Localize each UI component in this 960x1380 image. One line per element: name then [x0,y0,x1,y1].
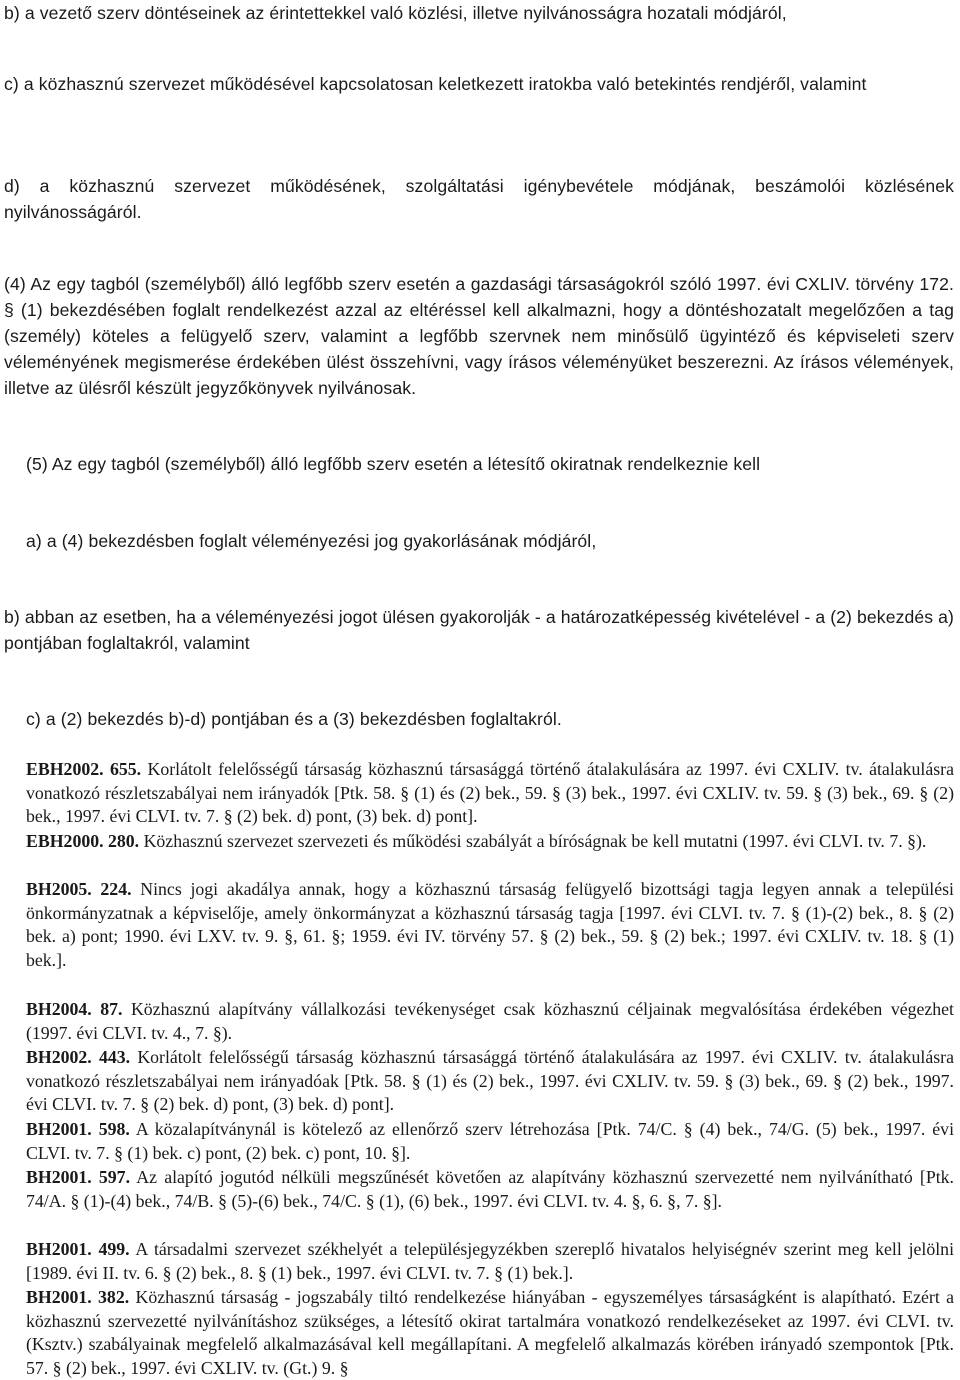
case-reference: BH2001. 499. [26,1239,130,1259]
case-reference: EBH2002. 655. [26,759,142,779]
case-summary: Korlátolt felelősségű társaság közhasznú társasággá történő átalakulására az 1997. évi CXLIV. tv. átalakulásra vonatkozó részletszabályai nem irányadóak [Ptk. 58. § (1) és (2) bek., 1997. évi CXLIV. tv. 59. § (3) bek., 69. § (2) bek., 1997. évi CLVI. tv. 7. § (2) bek. d) pont, (3) bek. d) pont]. [26,1047,954,1114]
case-summary: Az alapító jogutód nélküli megszűnését követően az alapítvány közhasznú szervezetté nem nyilvánítható [Ptk. 74/A. § (1)-(4) bek., 74/B. § (5)-(6) bek., 74/C. § (1), (6) bek., 1997. évi CLVI. tv. 4. §, 6. §, 7. §]. [26,1167,954,1211]
paragraph-b1: b) a vezető szerv döntéseinek az érintettekkel való közlési, illetve nyilvánosságra hozatali módjáról, [4,3,787,23]
paragraph-d1: d) a közhasznú szervezet működésének, szolgáltatási igénybevétele módjának, beszámolói közlésének nyilvánosságáról. [4,176,954,222]
case-law-entry [26,998,954,1045]
paragraph-b2-text: b) abban az esetben, ha a véleményezési jogot ülésen gyakorolják - a határozatképesség kivételével - a (2) bekezdés a) pontjában foglaltakról, valamint [4,607,954,653]
case-summary: A társadalmi szervezet székhelyét a településjegyzékben szereplő hivatalos helyiségnév szerint meg kell jelölni [1989. évi II. tv. 6. § (2) bek., 8. § (1) bek., 1997. évi CLVI. tv. 7. § (1) bek.]. [26,1239,955,1283]
case-reference: BH2005. 224. [26,879,132,899]
case-law-entry [26,758,954,829]
case-law-body [26,998,954,1045]
case-reference: BH2001. 597. [26,1167,131,1187]
case-reference: BH2004. 87. [26,999,123,1019]
case-law-body [26,1166,954,1213]
paragraph-a2: a) a (4) bekezdésben foglalt véleményezési jog gyakorlásának módjáról, [26,531,597,551]
case-law-body [26,830,954,854]
case-law-entry [26,1046,954,1117]
paragraph-c2: c) a (2) bekezdés b)-d) pontjában és a (3) bekezdésben foglaltakról. [26,709,562,729]
paragraph-b2 [4,604,954,656]
case-reference: BH2001. 382. [26,1287,130,1307]
case-law-body [26,1118,954,1165]
case-law-body [26,878,954,972]
case-law-entry [26,1166,954,1213]
paragraph-4-text: (4) Az egy tagból (személyből) álló legfőbb szerv esetén a gazdasági társaságokról szóló 1997. évi CXLIV. törvény 172. § (1) bekezdésében foglalt rendelkezést azzal az eltéréssel kell alkalmazni, hogy a döntéshozatalt megelőzően a tag (személy) köteles a felügyelő szerv, valamint a legfőbb szervnek nem minősülő ügyintéző és képviseleti szerv véleményének megismerése érdekében ülést összehívni, vagy írásos véleményüket beszerezni. Az írásos vélemények, illetve az ülésről készült jegyzőkönyvek nyilvánosak. [4,274,954,398]
case-law-entry [26,878,954,972]
case-summary: Nincs jogi akadálya annak, hogy a közhasznú társaság felügyelő bizottsági tagja legyen annak a települési önkormányzatnak a képviselője, amely önkormányzat a közhasznú társaság tagja [1997. évi CLVI. tv. 7. § (1)-(2) bek., 8. § (2) bek. a) pont; 1990. évi LXV. tv. 9. §, 61. §; 1959. évi IV. törvény 57. § (2) bek., 59. § (2) bek.; 1997. évi CXLIV. tv. 18. § (1) bek.]. [26,879,954,970]
case-summary: Közhasznú társaság - jogszabály tiltó rendelkezése hiányában - egyszemélyes társaságként is alapítható. Ezért a közhasznú szervezetté nyilvánításhoz szükséges, a létesítő okirat tartalmára vonatkozó rendelkezéseket az 1997. évi CLVI. tv. (Ksztv.) szabályainak megfelelő alkalmazásával kell megállapítani. A megfelelő alkalmazás körében irányadó szempontok [Ptk. 57. § (2) bek., 1997. évi CXLIV. tv. (Gt.) 9. § [26,1287,954,1378]
case-law-entry [26,830,954,854]
case-law-entry [26,1118,954,1165]
case-summary: Korlátolt felelősségű társaság közhasznú társasággá történő átalakulására az 1997. évi CXLIV. tv. átalakulásra vonatkozó részletszabályai nem irányadók [Ptk. 58. § (1) és (2) bek., 59. § (3) bek., 1997. évi CXLIV. tv. 59. § (3) bek., 69. § (2) bek., 1997. évi CLVI. tv. 7. § (2) bek. d) pont, (3) bek. d) pont]. [26,759,954,826]
case-summary: Közhasznú szervezet szervezeti és működési szabályát a bíróságnak be kell mutatni (1997. évi CLVI. tv. 7. §). [143,831,927,851]
case-law-body [26,1046,954,1117]
case-law-entry [26,1286,954,1380]
paragraph-c1: c) a közhasznú szervezet működésével kapcsolatosan keletkezett iratokba való betekintés rendjéről, valamint [4,74,867,94]
case-law-entry [26,1238,954,1285]
case-reference: BH2001. 598. [26,1119,130,1139]
paragraph-5: (5) Az egy tagból (személyből) álló legfőbb szerv esetén a létesítő okiratnak rendelkeznie kell [26,454,761,474]
case-summary: A közalapítványnál is kötelező az ellenőrző szerv létrehozása [Ptk. 74/C. § (4) bek., 74/G. (5) bek., 1997. évi CLVI. tv. 7. § (1) bek. c) pont, (2) bek. c) pont, 10. §]. [26,1119,955,1163]
case-reference: EBH2000. 280. [26,831,140,851]
case-law-body [26,1238,954,1285]
case-law-body [26,758,954,829]
paragraph-4 [4,271,954,401]
case-reference: BH2002. 443. [26,1047,131,1067]
case-law-body [26,1286,954,1380]
case-summary: Közhasznú alapítvány vállalkozási tevékenységet csak közhasznú céljainak megvalósítása érdekében végezhet (1997. évi CLVI. tv. 4., 7. §). [26,999,954,1043]
